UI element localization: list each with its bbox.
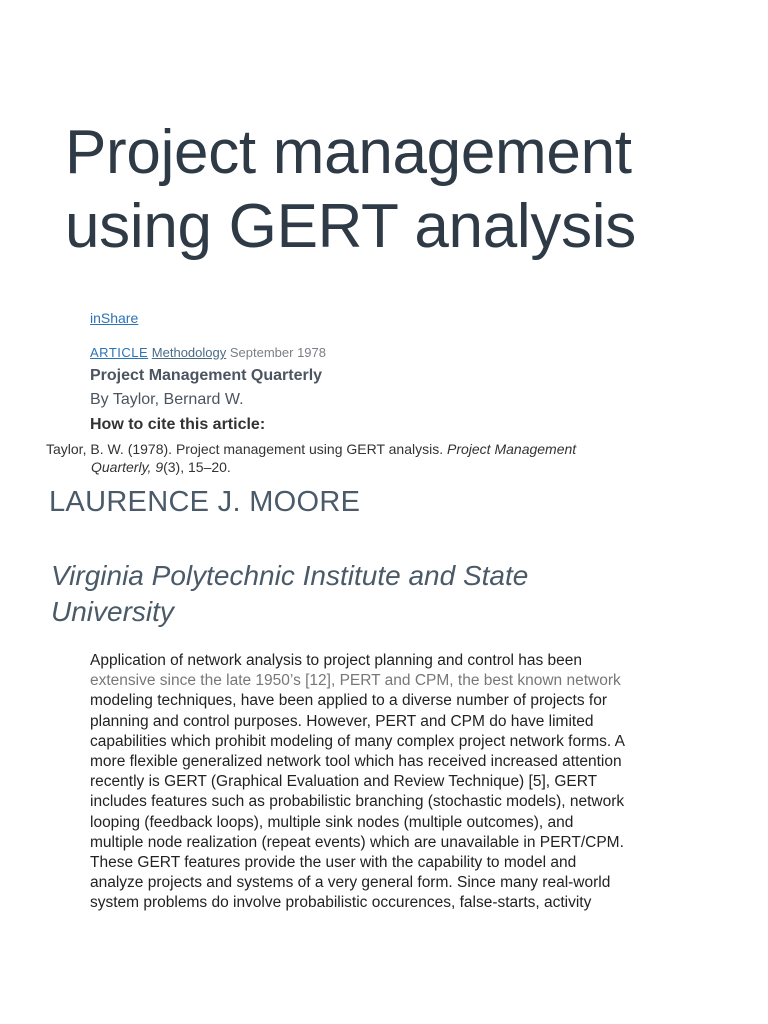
citation	[46, 440, 646, 476]
publish-date: September 1978	[229, 345, 326, 360]
abstract-line: These GERT features provide the user with the capability to model and	[90, 854, 577, 872]
abstract-line: multiple node realization (repeat events) which are unavailable in PERT/CPM.	[90, 833, 624, 851]
author-name: LAURENCE J. MOORE	[49, 486, 361, 518]
affiliation-line: Virginia Polytechnic Institute and State	[51, 560, 529, 591]
article-type-link[interactable]: ARTICLE	[90, 345, 149, 360]
affiliation	[51, 558, 651, 630]
abstract-line: looping (feedback loops), multiple sink nodes (multiple outcomes), and	[90, 813, 574, 831]
article-meta	[90, 345, 326, 360]
inshare-link[interactable]: inShare	[90, 310, 139, 326]
abstract-line: system problems do involve probabilistic occurences, false-starts, activity	[90, 894, 592, 912]
abstract-paragraph	[90, 651, 690, 914]
cite-heading: How to cite this article:	[90, 416, 266, 433]
abstract-line: capabilities which prohibit modeling of many complex project network forms. A	[90, 732, 625, 750]
abstract-line: more flexible generalized network tool which has received increased attention	[90, 753, 622, 771]
abstract-line: planning and control purposes. However, PERT and CPM do have limited	[90, 712, 594, 730]
article-title	[65, 116, 755, 264]
citation-journal: Project Management	[447, 441, 577, 457]
byline: By Taylor, Bernard W.	[90, 391, 244, 408]
affiliation-line: University	[51, 596, 174, 627]
title-line: Project management	[65, 118, 632, 187]
abstract-line: Application of network analysis to project planning and control has been	[90, 652, 583, 669]
abstract-line: analyze projects and systems of a very general form. Since many real-world	[90, 874, 611, 892]
abstract-line: extensive since the late 1950’s [12], PERT and CPM, the best known network	[90, 672, 621, 690]
abstract-line: recently is GERT (Graphical Evaluation and Review Technique) [5], GERT	[90, 773, 598, 791]
journal-name: Project Management Quarterly	[90, 367, 323, 384]
abstract-line: modeling techniques, have been applied to a diverse number of projects for	[90, 692, 607, 710]
citation-line-2	[46, 458, 646, 476]
abstract-line: includes features such as probabilistic branching (stochastic models), network	[90, 793, 625, 811]
category-link[interactable]: Methodology	[151, 345, 227, 360]
citation-volume: Quarterly, 9	[91, 459, 164, 475]
citation-prefix: Taylor, B. W. (1978). Project management using GERT analysis.	[46, 441, 447, 457]
citation-pages: (3), 15–20.	[163, 459, 231, 475]
title-line: using GERT analysis	[65, 192, 636, 261]
